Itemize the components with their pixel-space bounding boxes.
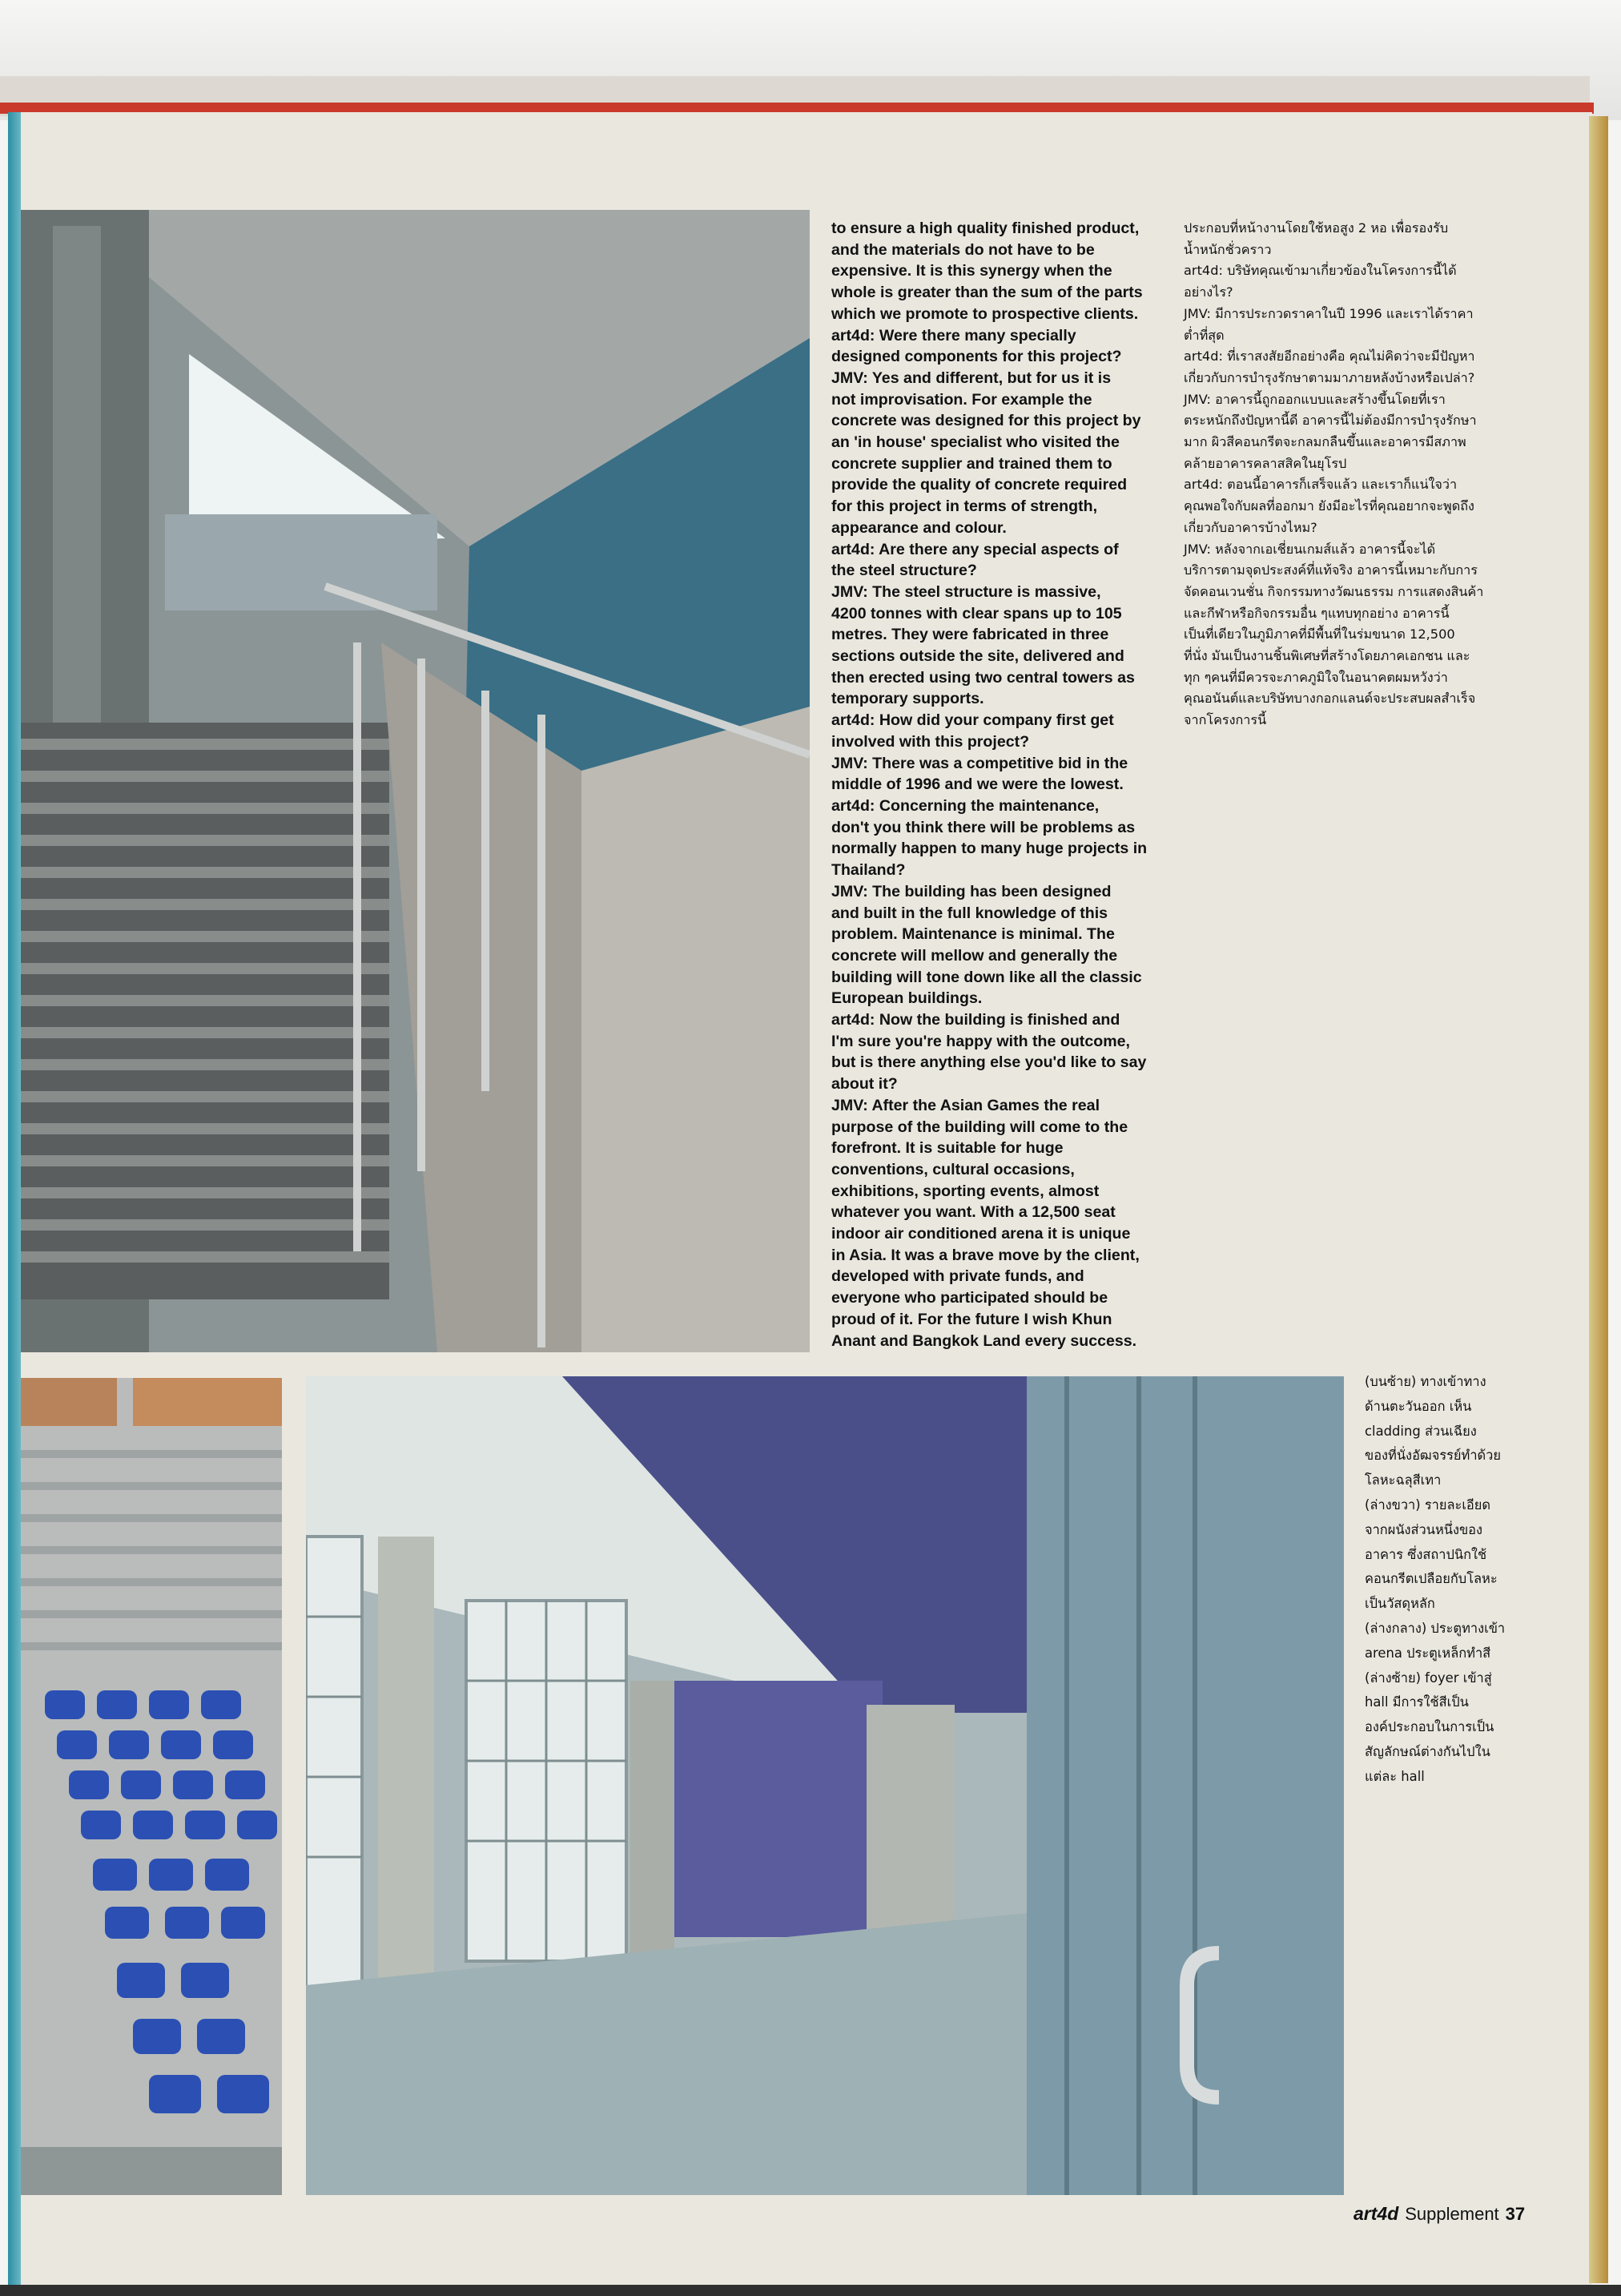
foyer-photo-icon [306, 1376, 1344, 2195]
page-spine [8, 112, 21, 2285]
interview-text: to ensure a high quality finished product, and the materials do not have to be expensive. It is this synergy when the whole is greater than the sum of the parts which we promote to prospective clients. art4d: Were there many specially designed components for this project? JMV: Yes and different, but for us it is not improvisation. For example the concrete was designed for this project by an 'in house' specialist who visited the concrete supplier and trained them to provide the quality of concrete required for this project in terms of strength, appearance and colour. art4d: Are there any special aspects of the steel structure? JMV: The steel structure is massive, 4200 tonnes with clear spans up to 105 metres. They were fabricated in three sections outside the site, delivered and then erected using two central towers as temporary supports. art4d: How did your company first get involved with this project? JMV: There was a competitive bid in the middle of 1996 and we were the lowest. art4d: Concerning the maintenance, don't you think there will be problems as normally happen to many huge projects in Thailand? JMV: The building has been designed and built in the full knowledge of this problem. Maintenance is minimal. The concrete will mellow and generally the building will tone down like all the classic European buildings. art4d: Now the building is finished and I'm sure you're happy with the outcome, but is there anything else you'd like to say about it? JMV: After the Asian Games the real purpose of the building will come to the forefront. It is suitable for huge conventions, cultural occasions, exhibitions, sporting events, almost whatever you want. With a 12,500 seat indoor air conditioned arena it is unique in Asia. It was a brave move by the client, developed with private funds, and everyone who participated should be proud of it. For the future I wish Khun Anant and Bangkok Land every success. [831, 220, 1148, 1350]
page-right-edge [1589, 116, 1608, 2283]
photo-caption: (บนซ้าย) ทางเข้าทาง ด้านตะวันออก เห็น cladding ส่วนเฉียง ของที่นั่งอัฒจรรย์ทำด้วย โลหะฉลุสีเทา (ล่างขวา) รายละเอียด จากผนังส่วนหนึ่งของ อาคาร ซึ่งสถาปนิกใช้ คอนกรีตเปลือยกับโลหะ เป็นวัสดุหลัก (ล่างกลาง) ประตูทางเข้า arena ประตูเหล็กทำสี (ล่างซ้าย) foyer เข้าสู่ hall มีการใช้สีเป็น องค์ประกอบในการเป็น สัญลักษณ์ต่างกันไปใน แต่ละ hall [1365, 1374, 1506, 1784]
footer-brand: art4d [1354, 2203, 1399, 2224]
scan-bottom-edge [0, 2285, 1621, 2296]
stadium-seats-photo-icon [21, 1378, 282, 2195]
page-footer [1354, 2203, 1525, 2235]
staircase-photo-icon [21, 210, 810, 1352]
footer-section: Supplement [1405, 2204, 1499, 2224]
thai-interview-text: ประกอบที่หน้างานโดยใช้หอสูง 2 หอ เพื่อรองรับ น้ำหนักชั่วคราว art4d: บริษัทคุณเข้ามาเกี่ยวข้องในโครงการนี้ได้ อย่างไร? JMV: มีการประกวดราคาในปี 1996 และเราได้ราคา ต่ำที่สุด art4d: ที่เราสงสัยอีกอย่างคือ คุณไม่คิดว่าจะมีปัญหา เกี่ยวกับการบำรุงรักษาตามมาภายหลังบ้างหรือเปล่า? JMV: อาคารนี้ถูกออกแบบและสร้างขึ้นโดยที่เรา ตระหนักถึงปัญหานี้ดี อาคารนี้ไม่ต้องมีการบำรุงรักษา มาก ผิวสีคอนกรีตจะกลมกลืนขึ้นและอาคารมีสภาพ คล้ายอาคารคลาสสิคในยุโรป art4d: ตอนนี้อาคารก็เสร็จแล้ว และเราก็แน่ใจว่า คุณพอใจกับผลที่ออกมา ยังมีอะไรที่คุณอยากจะพูดถึง เกี่ยวกับอาคารบ้างไหม? JMV: หลังจากเอเชี่ยนเกมส์แล้ว อาคารนี้จะได้ บริการตามจุดประสงค์ที่แท้จริง อาคารนี้เหมาะกับการ จัดคอนเวนชั่น กิจกรรมทางวัฒนธรรม การแสดงสินค้า และกีฬาหรือกิจกรรมอื่น ๆแทบทุกอย่าง อาคารนี้ เป็นที่เดียวในภูมิภาคที่มีพื้นที่ในร่มขนาด 12,500 ที่นั่ง มันเป็นงานชิ้นพิเศษที่สร้างโดยภาคเอกชน และ ทุก ๆคนที่มีควรจะภาคภูมิใจในอนาคตผมหวังว่า คุณอนันต์และบริษัทบางกอกแลนด์จะประสบผลสำเร็จ จากโครงการนี้ [1184, 220, 1484, 728]
page-number: 37 [1505, 2204, 1526, 2224]
